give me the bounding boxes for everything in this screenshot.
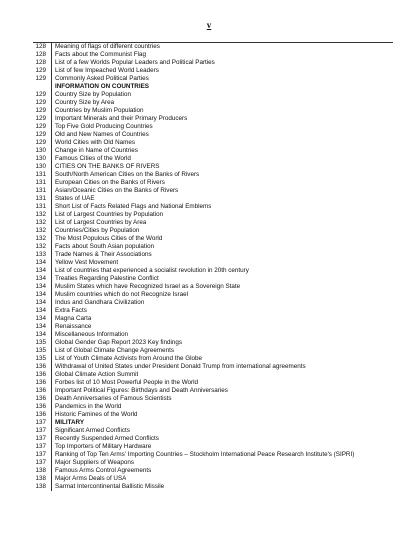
toc-page-number: 134 <box>33 331 52 339</box>
toc-entry-title: Major Arms Deals of USA <box>55 475 127 482</box>
toc-entry-title: Country Size by Area <box>55 99 115 106</box>
toc-row <box>33 347 393 355</box>
toc-page-number: 138 <box>33 483 52 491</box>
toc-page-number: 128 <box>33 59 52 67</box>
toc-entry-title: Sarmat Intercontinental Ballistic Missile <box>55 483 165 490</box>
toc-entry-title: Old and New Names of Countries <box>55 131 149 138</box>
toc-page-number: 130 <box>33 147 52 155</box>
toc-page-number: 137 <box>33 451 52 459</box>
toc-entry-title: Muslim States which have Recognized Israel as a Sovereign State <box>55 283 241 290</box>
toc-entry-title: Muslim countries which do not Recognize Israel <box>55 291 188 298</box>
toc-page-number: 137 <box>33 419 52 427</box>
toc-row <box>33 291 393 299</box>
toc-row <box>33 395 393 403</box>
toc-row <box>33 307 393 315</box>
toc-entry-title: List of countries that experienced a socialist revolution in 20th century <box>55 267 249 274</box>
toc-entry-title: Important Minerals and their Primary Producers <box>55 115 188 122</box>
toc-entry-title: Top Five Gold Producing Countries <box>55 123 153 130</box>
toc-page-number: 137 <box>33 427 52 435</box>
toc-row <box>33 299 393 307</box>
toc-page-number: 138 <box>33 467 52 475</box>
toc-row <box>33 411 393 419</box>
toc-row <box>33 267 393 275</box>
toc-page-number: 129 <box>33 139 52 147</box>
toc-row <box>33 99 393 107</box>
toc-page-number: 134 <box>33 323 52 331</box>
toc-page-number: 136 <box>33 411 52 419</box>
toc-row <box>33 139 393 147</box>
toc-row <box>33 75 393 83</box>
toc-entry-title: List of few Impeached World Leaders <box>55 67 159 74</box>
toc-page-number: 136 <box>33 387 52 395</box>
toc-entry-title: Trade Names & Their Associations <box>55 251 152 258</box>
toc-page-number: 135 <box>33 347 52 355</box>
toc-entry-title: Asian/Oceanic Cities on the Banks of Rivers <box>55 187 179 194</box>
page-marker: v <box>206 20 212 30</box>
toc-page-number: 132 <box>33 227 52 235</box>
toc-row <box>33 387 393 395</box>
toc-entry-title: Treaties Regarding Palestine Conflict <box>55 275 159 282</box>
toc-entry-title: Global Climate Action Summit <box>55 371 139 378</box>
toc-page-number: 137 <box>33 435 52 443</box>
toc-row <box>33 171 393 179</box>
toc-page-number: 134 <box>33 315 52 323</box>
toc-row <box>33 211 393 219</box>
toc-row <box>33 459 393 467</box>
toc-entry-title: List of a few Worlds Popular Leaders and Political Parties <box>55 59 215 66</box>
toc-page-number: 134 <box>33 307 52 315</box>
toc-entry-title: Major Suppliers of Weapons <box>55 459 134 466</box>
toc-page-number: 130 <box>33 155 52 163</box>
toc-row <box>33 243 393 251</box>
toc-entry-title: European Cities on the Banks of Rivers <box>55 179 165 186</box>
toc-row <box>33 475 393 483</box>
toc-row <box>33 283 393 291</box>
toc-row <box>33 51 393 59</box>
toc-row <box>33 91 393 99</box>
toc-row <box>33 219 393 227</box>
toc-page-number: 129 <box>33 107 52 115</box>
toc-entry-title: Historic Famines of the World <box>55 411 138 418</box>
toc-page-number: 134 <box>33 267 52 275</box>
toc-row <box>33 483 393 491</box>
toc-page-number: 128 <box>33 51 52 59</box>
toc-page-number: 129 <box>33 67 52 75</box>
toc-row <box>33 203 393 211</box>
toc-row <box>33 235 393 243</box>
toc-entry-title: Forbes list of 10 Most Powerful People in the World <box>55 379 199 386</box>
toc-page-number: 136 <box>33 403 52 411</box>
toc-row <box>33 83 393 91</box>
toc-row <box>33 451 393 459</box>
toc-entry-title: Ranking of Top Ten Arms' Importing Countries – Stockholm International Peace Research Institute's (SIPRI) <box>55 451 355 458</box>
toc-row <box>33 131 393 139</box>
toc-row <box>33 259 393 267</box>
toc-page-number: 132 <box>33 219 52 227</box>
toc-entry-title: States of UAE <box>55 195 95 202</box>
toc-page-number: 132 <box>33 243 52 251</box>
toc-entry-title: Yellow Vest Movement <box>55 259 119 266</box>
toc-entry-title: Meaning of flags of different countries <box>55 43 160 50</box>
toc-row <box>33 403 393 411</box>
toc-page-number: 131 <box>33 171 52 179</box>
toc-row <box>33 339 393 347</box>
toc-entry-title: Commonly Asked Political Parties <box>55 75 149 82</box>
toc-row <box>33 427 393 435</box>
toc-entry-title: Top Importers of Military Hardware <box>55 443 152 450</box>
toc-entry-title: Short List of Facts Related Flags and National Emblems <box>55 203 212 210</box>
toc-entry-title: Extra Facts <box>55 307 87 314</box>
toc-section-heading: INFORMATION ON COUNTRIES <box>55 83 149 90</box>
toc-entry-title: Recently Suspended Armed Conflicts <box>55 435 159 442</box>
toc-page-number: 129 <box>33 123 52 131</box>
toc-row <box>33 123 393 131</box>
toc-page-number: 129 <box>33 115 52 123</box>
table-of-contents <box>33 42 393 491</box>
toc-row <box>33 315 393 323</box>
toc-page-number <box>33 83 52 91</box>
toc-entry-title: Indus and Gandhara Civilization <box>55 299 145 306</box>
toc-section-heading: MILITARY <box>55 419 85 426</box>
toc-entry-title: List of Youth Climate Activists from Around the Globe <box>55 355 203 362</box>
toc-entry-title: Countries by Muslim Population <box>55 107 144 114</box>
toc-row <box>33 323 393 331</box>
toc-page-number: 134 <box>33 259 52 267</box>
toc-page-number: 128 <box>33 43 52 51</box>
toc-row <box>33 331 393 339</box>
toc-entry-title: Pandemics in the World <box>55 403 122 410</box>
toc-page-number: 136 <box>33 371 52 379</box>
toc-page-number: 129 <box>33 99 52 107</box>
toc-page-number: 134 <box>33 275 52 283</box>
toc-entry-title: Famous Cities of the World <box>55 155 131 162</box>
toc-page-number: 135 <box>33 355 52 363</box>
toc-entry-title: CITIES ON THE BANKS OF RIVERS <box>55 163 160 170</box>
toc-page-number: 136 <box>33 379 52 387</box>
toc-page-number: 135 <box>33 339 52 347</box>
toc-row <box>33 363 393 371</box>
toc-row <box>33 379 393 387</box>
toc-row <box>33 179 393 187</box>
toc-row <box>33 67 393 75</box>
toc-row <box>33 467 393 475</box>
toc-page-number: 131 <box>33 187 52 195</box>
toc-entry-title: Death Anniversaries of Famous Scientists <box>55 395 172 402</box>
toc-entry-title: Change in Name of Countries <box>55 147 138 154</box>
toc-row <box>33 163 393 171</box>
toc-entry-title: World Cities with Old Names <box>55 139 136 146</box>
toc-page-number: 129 <box>33 91 52 99</box>
toc-entry-title: Global Gender Gap Report 2023 Key findings <box>55 339 183 346</box>
toc-page-number: 134 <box>33 291 52 299</box>
toc-entry-title: List of Largest Countries by Area <box>55 219 147 226</box>
toc-row <box>33 275 393 283</box>
toc-entry-title: Facts about the Communist Flag <box>55 51 146 58</box>
toc-row <box>33 59 393 67</box>
toc-entry-title: Countries/Cities by Population <box>55 227 140 234</box>
toc-page-number: 130 <box>33 163 52 171</box>
toc-row <box>33 195 393 203</box>
toc-page-number: 133 <box>33 251 52 259</box>
toc-row <box>33 435 393 443</box>
toc-row <box>33 187 393 195</box>
toc-page-number: 129 <box>33 75 52 83</box>
toc-entry-title: Miscellaneous Information <box>55 331 129 338</box>
toc-row <box>33 355 393 363</box>
toc-entry-title: List of Global Climate Change Agreements <box>55 347 175 354</box>
toc-entry-title: Significant Armed Conflicts <box>55 427 130 434</box>
toc-row <box>33 443 393 451</box>
toc-row <box>33 43 393 51</box>
toc-entry-title: Country Size by Population <box>55 91 131 98</box>
toc-entry-title: Renaissance <box>55 323 92 330</box>
toc-row <box>33 115 393 123</box>
toc-page-number: 136 <box>33 363 52 371</box>
toc-page-number: 134 <box>33 283 52 291</box>
toc-page-number: 129 <box>33 131 52 139</box>
toc-row <box>33 107 393 115</box>
toc-page-number: 132 <box>33 211 52 219</box>
toc-page-number: 136 <box>33 395 52 403</box>
toc-entry-title: South/North American Cities on the Banks of Rivers <box>55 171 200 178</box>
toc-row <box>33 227 393 235</box>
toc-page-number: 137 <box>33 459 52 467</box>
toc-entry-title: The Most Populous Cities of the World <box>55 235 163 242</box>
toc-page-number: 137 <box>33 443 52 451</box>
toc-row <box>33 147 393 155</box>
toc-entry-title: List of Largest Countries by Population <box>55 211 164 218</box>
toc-entry-title: Famous Arms Control Agreements <box>55 467 152 474</box>
toc-page-number: 138 <box>33 475 52 483</box>
toc-page-number: 132 <box>33 235 52 243</box>
toc-entry-title: Withdrawal of United States under President Donald Trump from international agreements <box>55 363 306 370</box>
toc-row <box>33 419 393 427</box>
toc-row <box>33 251 393 259</box>
toc-page-number: 131 <box>33 203 52 211</box>
toc-page-number: 131 <box>33 195 52 203</box>
toc-row <box>33 371 393 379</box>
toc-row <box>33 155 393 163</box>
toc-page-number: 131 <box>33 179 52 187</box>
toc-entry-title: Magna Carta <box>55 315 92 322</box>
toc-entry-title: Facts about South Asian population <box>55 243 155 250</box>
toc-entry-title: Important Political Figures: Birthdays and Death Anniversaries <box>55 387 228 394</box>
toc-page-number: 134 <box>33 299 52 307</box>
